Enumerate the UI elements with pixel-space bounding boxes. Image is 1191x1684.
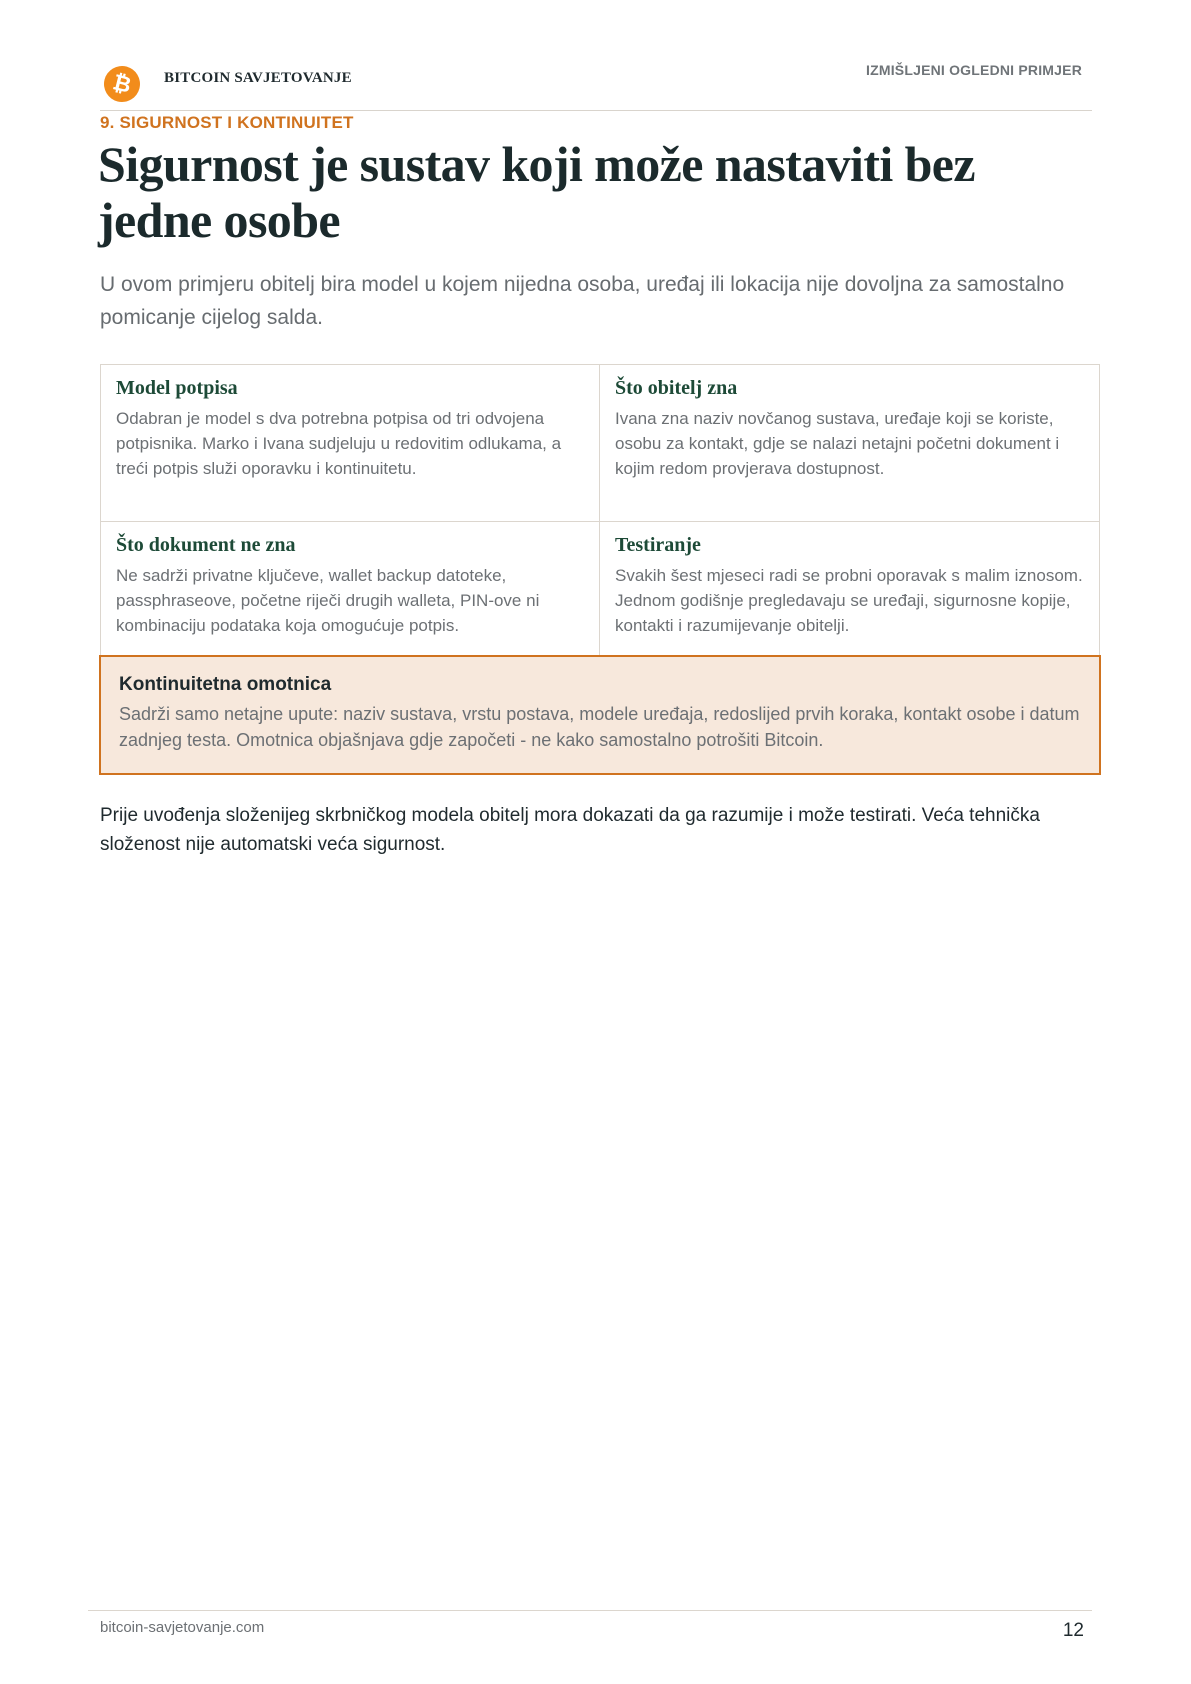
section-kicker: 9. SIGURNOST I KONTINUITET: [100, 113, 354, 132]
page-header: [100, 62, 1092, 111]
brand-name: BITCOIN SAVJETOVANJE: [164, 70, 352, 86]
cell-text: Odabran je model s dva potrebna potpisa od tri odvojena potpisnika. Marko i Ivana sudjeluju u redovitim odlukama, a treći potpis služi oporavku i kontinuitetu.: [116, 409, 562, 478]
callout-title: Kontinuitetna omotnica: [119, 674, 332, 695]
page-footer: [88, 1610, 1092, 1641]
cell-title: Testiranje: [615, 534, 701, 556]
cell-title: Što dokument ne zna: [116, 534, 296, 556]
header-tag: IZMIŠLJENI OGLEDNI PRIMJER: [866, 62, 1082, 78]
footer-url: bitcoin-savjetovanje.com: [100, 1619, 265, 1636]
lead-paragraph: U ovom primjeru obitelj bira model u kojem nijedna osoba, uređaj ili lokacija nije dovoljna za samostalno pomicanje cijelog salda.: [100, 273, 1065, 329]
continuity-callout: [99, 655, 1101, 775]
body-paragraph: Prije uvođenja složenijeg skrbničkog modela obitelj mora dokazati da ga razumije i može testirati. Veća tehnička složenost nije automatski veća sigurnost.: [100, 805, 1040, 855]
grid-row: [101, 522, 1099, 657]
page-number: 12: [1062, 1620, 1084, 1641]
grid-row: [101, 365, 1099, 522]
cell-text: Ivana zna naziv novčanog sustava, uređaje koji se koriste, osobu za kontakt, gdje se nalazi netajni početni dokument i kojim redom provjerava dostupnost.: [615, 409, 1060, 478]
info-grid: [100, 364, 1100, 658]
cell-title: Što obitelj zna: [615, 377, 738, 399]
bitcoin-logo-icon: ₿: [100, 62, 144, 106]
grid-cell-sto-dokument-ne-zna: [101, 522, 600, 657]
grid-cell-model-potpisa: [101, 365, 600, 522]
callout-text: Sadrži samo netajne upute: naziv sustava, vrstu postava, modele uređaja, redoslijed prvih koraka, kontakt osobe i datum zadnjeg testa. Omotnica objašnjava gdje započeti - ne kako samostalno potrošiti Bitcoin.: [119, 704, 1080, 750]
page-title: Sigurnost je sustav koji može nastaviti bez jedne osobe: [98, 136, 975, 248]
cell-text: Ne sadrži privatne ključeve, wallet backup datoteke, passphraseove, početne riječi drugih walleta, PIN-ove ni kombinaciju podataka koja omogućuje potpis.: [116, 566, 540, 635]
cell-title: Model potpisa: [116, 377, 238, 399]
grid-cell-sto-obitelj-zna: [600, 365, 1099, 522]
cell-text: Svakih šest mjeseci radi se probni oporavak s malim iznosom. Jednom godišnje pregledavaju se uređaji, sigurnosne kopije, kontakti i razumijevanje obitelji.: [615, 566, 1083, 635]
grid-cell-testiranje: [600, 522, 1099, 657]
